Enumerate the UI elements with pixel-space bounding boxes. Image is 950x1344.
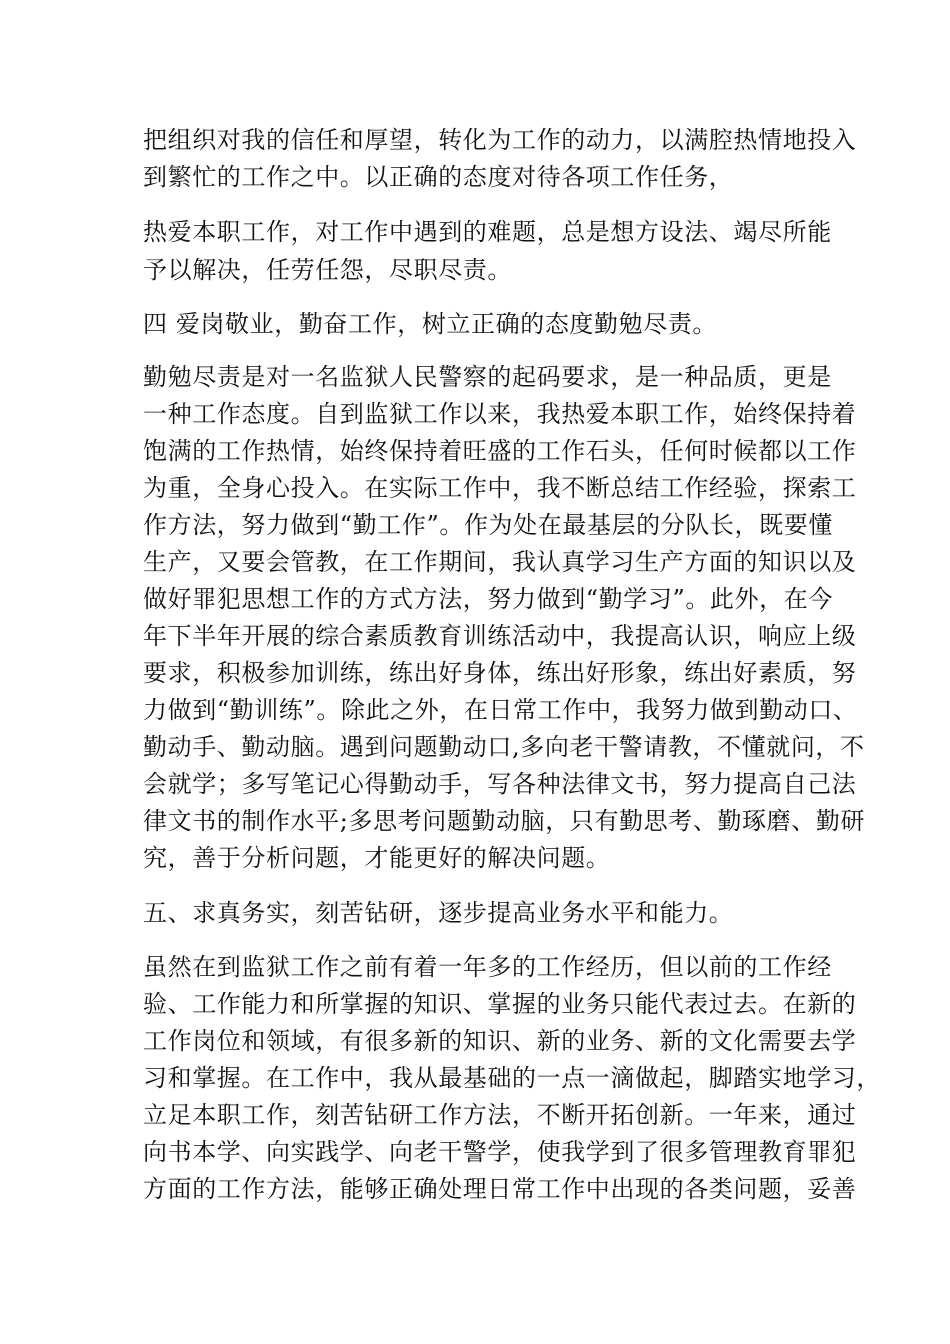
- paragraph-6-line-1: 虽然在到监狱工作之前有着一年多的工作经历，但以前的工作经: [143, 953, 832, 981]
- paragraph-2-line-2: 予以解决，任劳任怨，尽职尽责。: [143, 256, 512, 284]
- paragraph-4-line-1: 勤勉尽责是对一名监狱人民警察的起码要求，是一种品质，更是: [143, 363, 832, 391]
- paragraph-6-line-4: 习和掌握。在工作中，我从最基础的一点一滴做起，脚踏实地学习，: [143, 1064, 881, 1092]
- paragraph-4-line-11: 勤动手、勤动脑。遇到问题勤动口,多向老干警请教，不懂就问，不: [143, 733, 865, 761]
- paragraph-4-line-12: 会就学；多写笔记心得勤动手，写各种法律文书，努力提高自己法: [143, 770, 857, 798]
- paragraph-6-line-2: 验、工作能力和所掌握的知识、掌握的业务只能代表过去。在新的: [143, 990, 857, 1018]
- section-heading-4: 四 爱岗敬业，勤奋工作，树立正确的态度勤勉尽责。: [143, 310, 718, 338]
- paragraph-6-line-5: 立足本职工作，刻苦钻研工作方法，不断开拓创新。一年来，通过: [143, 1101, 857, 1129]
- paragraph-4-line-7: 做好罪犯思想工作的方式方法，努力做到“勤学习”。此外，在今: [143, 585, 833, 613]
- paragraph-1-line-2: 到繁忙的工作之中。以正确的态度对待各项工作任务，: [143, 163, 734, 191]
- paragraph-6-line-7: 方面的工作方法，能够正确处理日常工作中出现的各类问题，妥善: [143, 1175, 857, 1203]
- paragraph-4-line-2: 一种工作态度。自到监狱工作以来，我热爱本职工作，始终保持着: [143, 400, 857, 428]
- paragraph-4-line-14: 究，善于分析问题，才能更好的解决问题。: [143, 844, 611, 872]
- paragraph-1-line-1: 把组织对我的信任和厚望，转化为工作的动力，以满腔热情地投入: [143, 126, 857, 154]
- section-heading-5: 五、求真务实，刻苦钻研，逐步提高业务水平和能力。: [143, 899, 734, 927]
- paragraph-4-line-8: 年下半年开展的综合素质教育训练活动中，我提高认识，响应上级: [143, 622, 857, 650]
- paragraph-4-line-6: 生产，又要会管教，在工作期间，我认真学习生产方面的知识以及: [143, 548, 857, 576]
- paragraph-4-line-4: 为重，全身心投入。在实际工作中，我不断总结工作经验，探索工: [143, 474, 857, 502]
- paragraph-4-line-10: 力做到“勤训练”。除此之外，在日常工作中，我努力做到勤动口、: [143, 696, 858, 724]
- paragraph-2-line-1: 热爱本职工作，对工作中遇到的难题，总是想方设法、竭尽所能: [143, 218, 832, 246]
- paragraph-6-line-6: 向书本学、向实践学、向老干警学，使我学到了很多管理教育罪犯: [143, 1138, 857, 1166]
- paragraph-4-line-9: 要求，积极参加训练，练出好身体，练出好形象，练出好素质，努: [143, 659, 857, 687]
- paragraph-4-line-13: 律文书的制作水平;多思考问题勤动脑，只有勤思考、勤琢磨、勤研: [143, 807, 866, 835]
- paragraph-4-line-5: 作方法，努力做到“勤工作”。作为处在最基层的分队长，既要懂: [143, 511, 833, 539]
- paragraph-4-line-3: 饱满的工作热情，始终保持着旺盛的工作石头，任何时候都以工作: [143, 437, 857, 465]
- paragraph-6-line-3: 工作岗位和领域，有很多新的知识、新的业务、新的文化需要去学: [143, 1027, 857, 1055]
